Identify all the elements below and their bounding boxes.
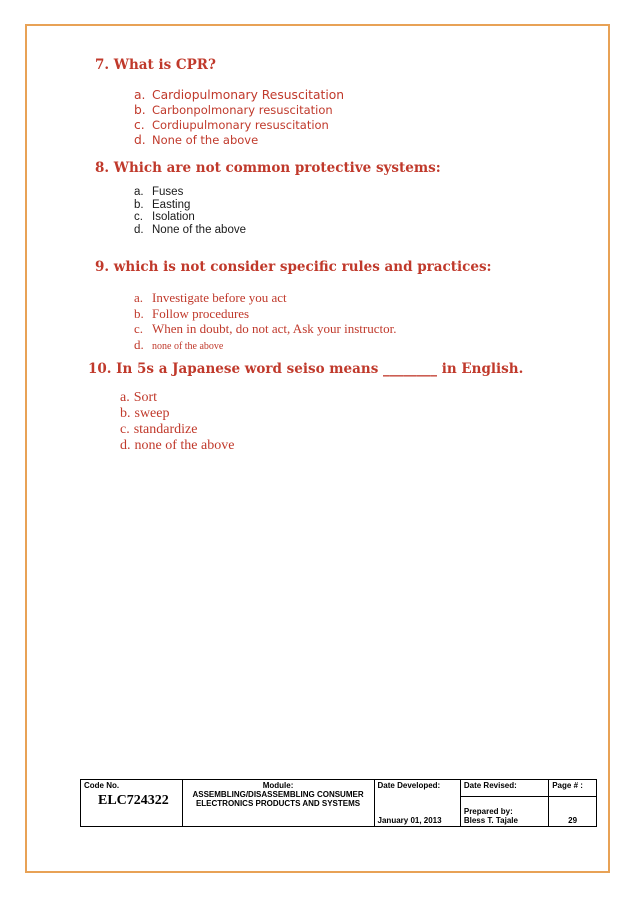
page-border xyxy=(25,24,610,873)
question-9: 9. which is not consider specific rules and practices: xyxy=(95,259,492,275)
option-b: b. Follow procedures xyxy=(134,305,250,321)
question-7-options xyxy=(134,88,344,148)
page-number-cell xyxy=(549,797,597,827)
option-d: d. none of the above xyxy=(120,438,235,453)
page-label-cell xyxy=(549,780,597,797)
option-b: b. Carbonpolmonary resuscitation xyxy=(134,103,333,117)
option-c: c. Cordiupulmonary resuscitation xyxy=(134,118,329,132)
date-developed-cell xyxy=(374,780,460,827)
option-d: d. none of the above xyxy=(134,337,224,353)
question-7: 7. What is CPR? xyxy=(95,57,216,73)
code-cell xyxy=(81,780,183,827)
module-value: ASSEMBLING/DISASSEMBLING CONSUMER ELECTRONICS PRODUCTS AND SYSTEMS xyxy=(192,790,364,808)
page-label: Page # : xyxy=(552,781,583,790)
option-b: b. sweep xyxy=(120,406,170,421)
question-8-options xyxy=(134,186,246,236)
code-value: ELC724322 xyxy=(98,793,169,808)
date-developed-value: January 01, 2013 xyxy=(377,816,442,825)
option-a: a. Fuses xyxy=(134,186,184,198)
page-number: 29 xyxy=(568,816,578,825)
option-c: c. Isolation xyxy=(134,211,195,223)
date-revised-cell xyxy=(460,780,548,797)
option-a: a. Sort xyxy=(120,390,158,405)
question-10-options xyxy=(120,390,234,454)
date-revised-label: Date Revised: xyxy=(463,781,517,790)
prepared-value: Bless T. Tajale xyxy=(463,816,518,825)
module-label: Module: xyxy=(262,781,294,790)
option-c: c. standardize xyxy=(120,422,198,437)
option-c: c. When in doubt, do not act, Ask your instructor. xyxy=(134,321,397,337)
option-d: d. None of the above xyxy=(134,223,246,236)
prepared-label: Prepared by: xyxy=(463,807,513,816)
option-b: b. Easting xyxy=(134,198,191,211)
question-9-options xyxy=(134,290,396,355)
prepared-cell xyxy=(460,797,548,827)
question-10: 10. In 5s a Japanese word seiso means ________ in English. xyxy=(88,361,524,377)
code-label: Code No. xyxy=(84,781,120,790)
module-cell xyxy=(182,780,374,827)
option-a: a. Investigate before you act xyxy=(134,290,287,305)
option-d: d. None of the above xyxy=(134,133,259,147)
option-a: a. Cardiopulmonary Resuscitation xyxy=(134,88,345,102)
date-developed-label: Date Developed: xyxy=(377,781,441,790)
question-8: 8. Which are not common protective systems: xyxy=(95,160,441,176)
footer-table xyxy=(80,779,597,827)
